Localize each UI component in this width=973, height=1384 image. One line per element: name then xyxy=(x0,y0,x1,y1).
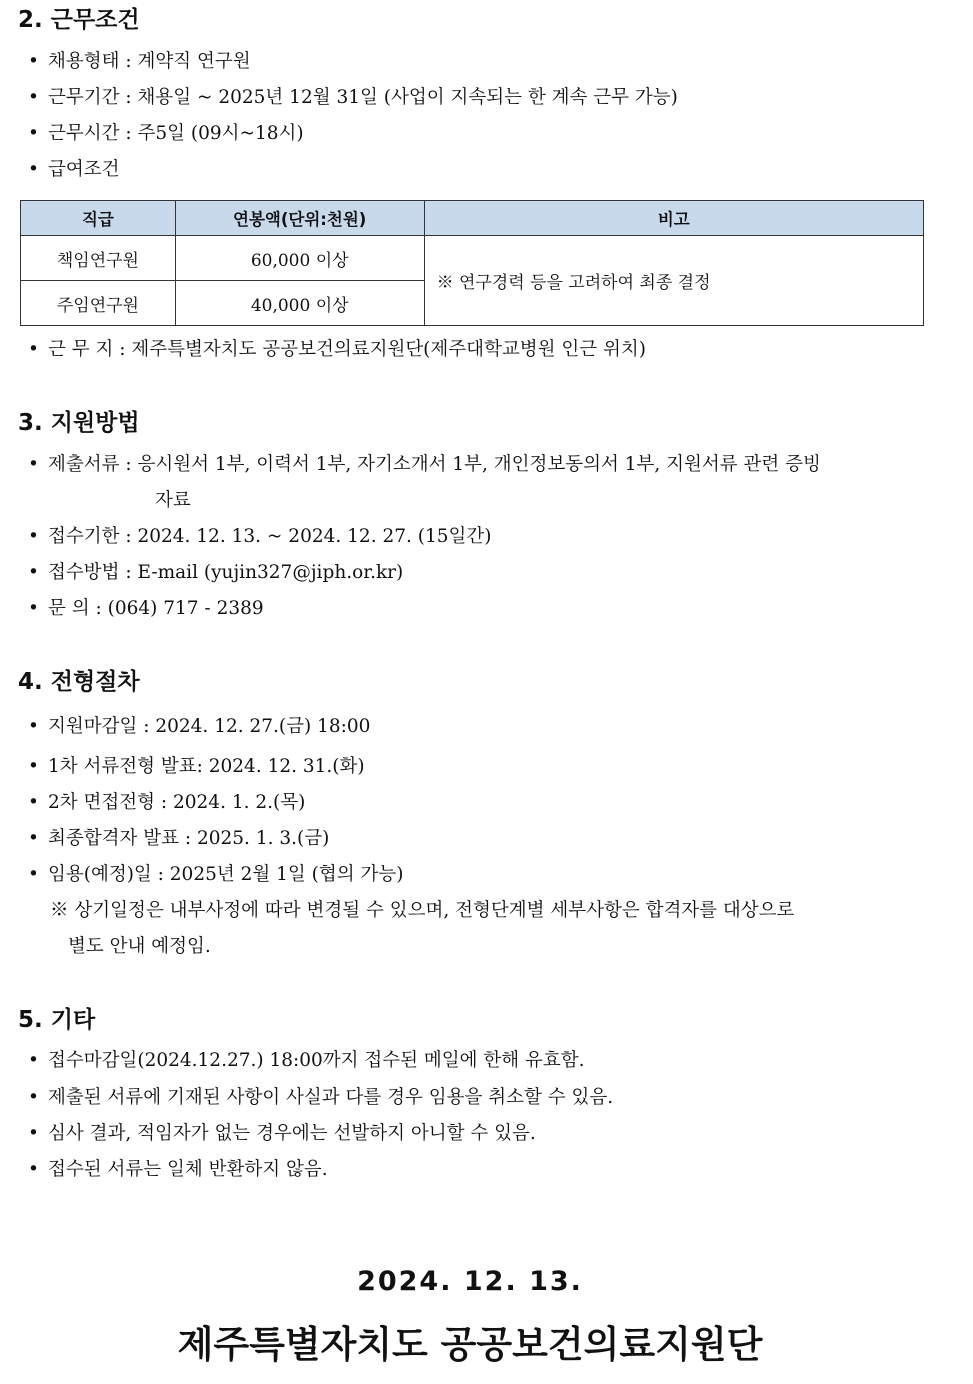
bullet-icon: • xyxy=(28,1123,39,1144)
cell-salary: 60,000 이상 xyxy=(175,236,424,281)
cell-note: ※ 연구경력 등을 고려하여 최종 결정 xyxy=(424,236,923,326)
list-item xyxy=(28,158,119,182)
list-item xyxy=(28,597,264,621)
bullet-icon: • xyxy=(28,87,39,108)
list-item xyxy=(28,1122,536,1146)
bullet-icon: • xyxy=(28,454,39,475)
documents-text: 제출서류 : 응시원서 1부, 이력서 1부, 자기소개서 1부, 개인정보동의서 1부, 지원서류 관련 증빙 xyxy=(48,454,821,475)
salary-table xyxy=(20,200,924,326)
list-item xyxy=(28,827,329,851)
section-heading-application: 3. 지원방법 xyxy=(18,410,140,436)
header-note: 비고 xyxy=(424,201,923,236)
cell-salary: 40,000 이상 xyxy=(175,281,424,326)
bullet-icon: • xyxy=(28,159,39,180)
bullet-icon: • xyxy=(28,1087,39,1108)
header-salary: 연봉액(단위:천원) xyxy=(175,201,424,236)
etc-item-text: 심사 결과, 적임자가 없는 경우에는 선발하지 아니할 수 있음. xyxy=(48,1123,536,1144)
bullet-icon: • xyxy=(28,339,39,360)
table-header-row xyxy=(21,201,924,236)
employment-type-text: 채용형태 : 계약직 연구원 xyxy=(48,51,251,72)
list-item xyxy=(28,453,821,477)
cell-rank: 주임연구원 xyxy=(21,281,176,326)
salary-conditions-label: 급여조건 xyxy=(48,159,120,180)
documents-text-continued: 자료 xyxy=(155,490,191,511)
list-item xyxy=(28,50,251,74)
list-item xyxy=(28,525,491,549)
table-row xyxy=(21,236,924,281)
list-item xyxy=(28,561,403,585)
bullet-icon: • xyxy=(28,51,39,72)
final-result-text: 최종합격자 발표 : 2025. 1. 3.(금) xyxy=(48,828,330,849)
bullet-icon: • xyxy=(28,598,39,619)
second-round-text: 2차 면접전형 : 2024. 1. 2.(목) xyxy=(48,792,306,813)
first-round-text: 1차 서류전형 발표: 2024. 12. 31.(화) xyxy=(48,756,365,777)
submission-method-text: 접수방법 : E-mail (yujin327@jiph.or.kr) xyxy=(48,562,404,583)
bullet-icon: • xyxy=(28,123,39,144)
cell-rank: 책임연구원 xyxy=(21,236,176,281)
bullet-icon: • xyxy=(28,526,39,547)
section-heading-etc: 5. 기타 xyxy=(18,1007,96,1033)
list-item xyxy=(28,86,678,110)
bullet-icon: • xyxy=(28,828,39,849)
bullet-icon: • xyxy=(28,864,39,885)
etc-item-text: 접수된 서류는 일체 반환하지 않음. xyxy=(48,1159,328,1180)
work-period-text: 근무기간 : 채용일 ~ 2025년 12월 31일 (사업이 지속되는 한 계속 근무 가능) xyxy=(48,87,678,108)
list-item xyxy=(28,755,365,779)
bullet-icon: • xyxy=(28,562,39,583)
bullet-icon: • xyxy=(28,1159,39,1180)
section-heading-work-conditions: 2. 근무조건 xyxy=(18,7,140,33)
announcement-date: 2024. 12. 13. xyxy=(357,1266,583,1297)
work-location-text: 근 무 지 : 제주특별자치도 공공보건의료지원단(제주대학교병원 인근 위치) xyxy=(48,339,646,360)
list-item xyxy=(28,715,370,739)
list-item xyxy=(28,791,305,815)
work-hours-text: 근무시간 : 주5일 (09시~18시) xyxy=(48,123,304,144)
list-item xyxy=(28,338,646,362)
bullet-icon: • xyxy=(28,756,39,777)
list-item xyxy=(28,863,403,887)
organization-name: 제주특별자치도 공공보건의료지원단 xyxy=(177,1323,763,1366)
list-item xyxy=(28,122,304,146)
application-deadline-text: 지원마감일 : 2024. 12. 27.(금) 18:00 xyxy=(48,716,371,737)
etc-item-text: 제출된 서류에 기재된 사항이 사실과 다를 경우 임용을 취소할 수 있음. xyxy=(48,1087,614,1108)
list-item xyxy=(28,1049,585,1073)
schedule-note-text-continued: 별도 안내 예정임. xyxy=(68,936,211,957)
list-item xyxy=(28,1086,613,1110)
etc-item-text: 접수마감일(2024.12.27.) 18:00까지 접수된 메일에 한해 유효함. xyxy=(48,1050,585,1071)
deadline-text: 접수기한 : 2024. 12. 13. ~ 2024. 12. 27. (15일간) xyxy=(48,526,492,547)
bullet-icon: • xyxy=(28,792,39,813)
inquiry-text: 문 의 : (064) 717 - 2389 xyxy=(48,598,264,619)
bullet-icon: • xyxy=(28,716,39,737)
schedule-note-text: ※ 상기일정은 내부사정에 따라 변경될 수 있으며, 전형단계별 세부사항은 합격자를 대상으로 xyxy=(50,900,795,921)
header-rank: 직급 xyxy=(21,201,176,236)
list-item xyxy=(28,1158,328,1182)
appointment-date-text: 임용(예정)일 : 2025년 2월 1일 (협의 가능) xyxy=(48,864,404,885)
section-heading-selection: 4. 전형절차 xyxy=(18,669,140,695)
bullet-icon: • xyxy=(28,1050,39,1071)
